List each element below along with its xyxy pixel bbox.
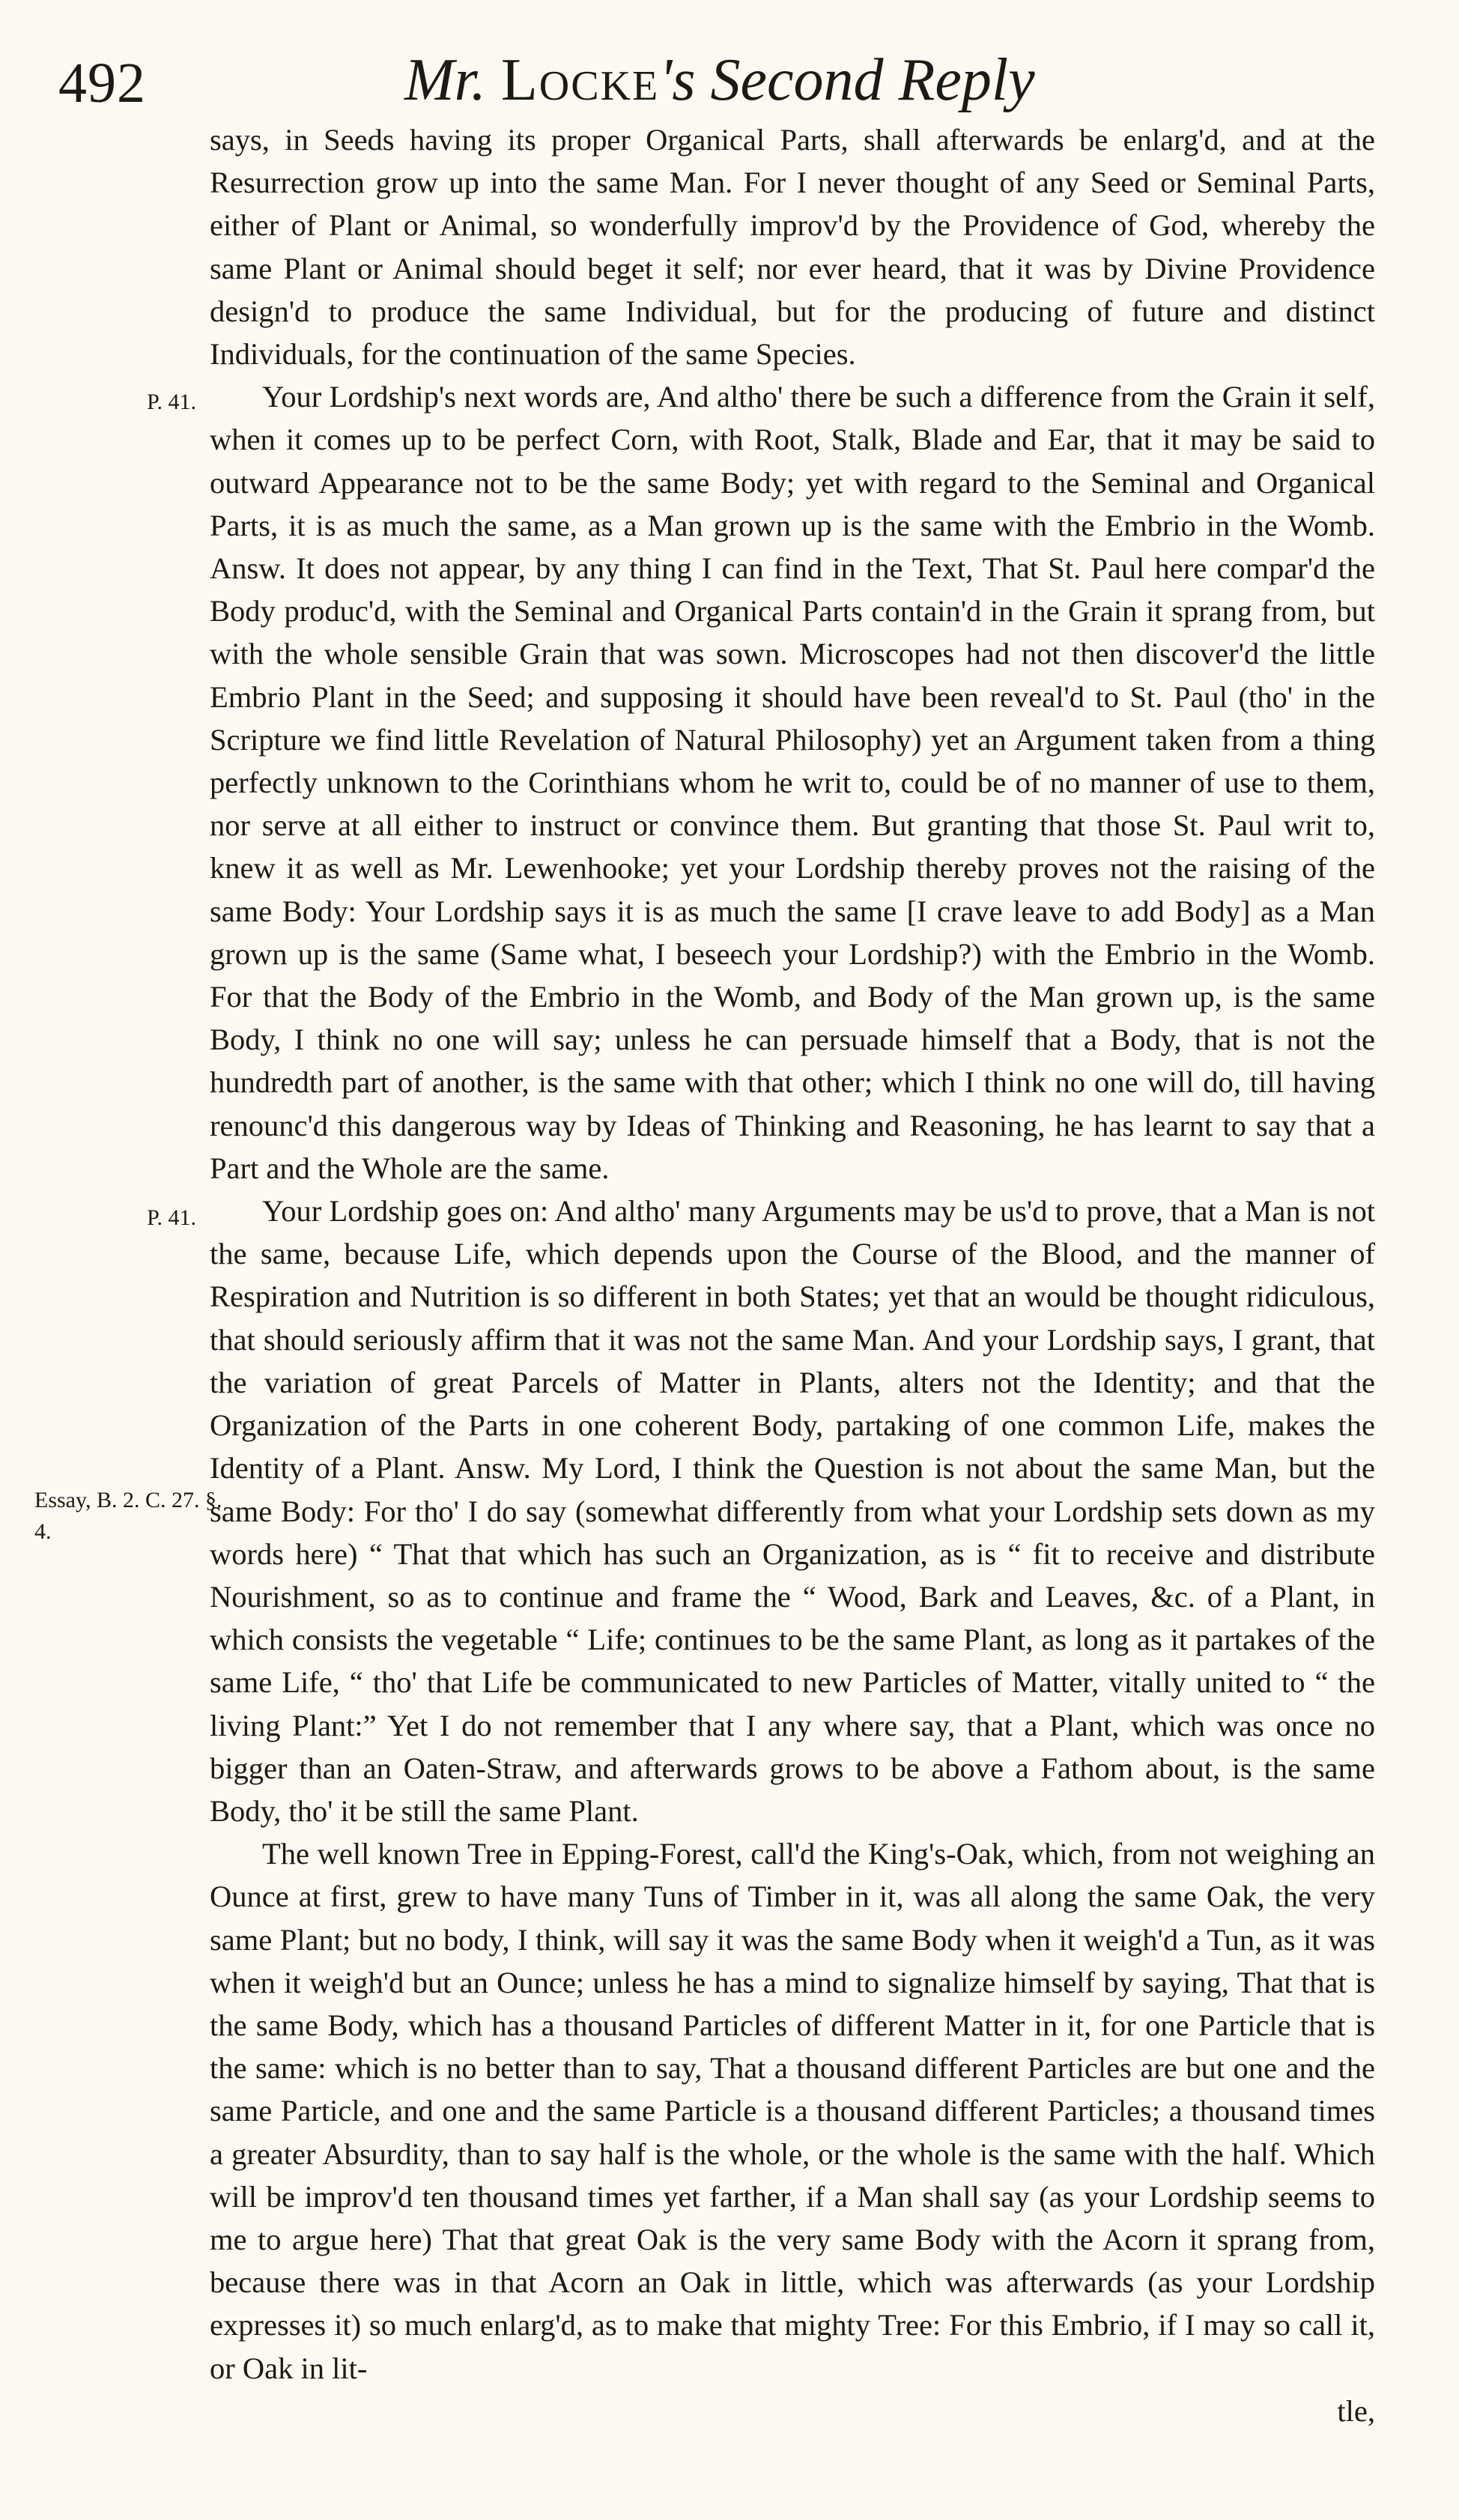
- title-prefix: Mr.: [404, 47, 501, 113]
- title-name: Locke: [500, 47, 660, 113]
- paragraph: says, in Seeds having its proper Organical Parts, shall afterwards be enlarg'd, and at the Resurrection grow up into the same Man. For I never thought of any Seed or Seminal Parts, either of Plant or Animal, so wonderfully improv'd by the Providence of God, whereby the same Plant or Animal should beget it self; nor ever heard, that it was by Divine Providence design'd to produce the same Individual, but for the producing of future and distinct Individuals, for the continuation of the same Species.: [210, 123, 1375, 372]
- margin-note-essay-ref: Essay, B. 2. C. 27. §. 4.: [34, 1488, 222, 1544]
- paragraph: Your Lordship's next words are, And altho' there be such a difference from the Grain it self, when it comes up to be perfect Corn, with Root, Stalk, Blade and Ear, that it may be said to outward Appearance not to be the same Body; yet with regard to the Seminal and Organical Parts, it is as much the same, as a Man grown up is the same with the Embrio in the Womb. Answ. It does not appear, by any thing I can find in the Text, That St. Paul here compar'd the Body produc'd, with the Seminal and Organical Parts contain'd in the Grain it sprang from, but with the whole sensible Grain that was sown. Microscopes had not then discover'd the little Embrio Plant in the Seed; and supposing it should have been reveal'd to St. Paul (tho' in the Scripture we find little Revelation of Natural Philosophy) yet an Argument taken from a thing perfectly unknown to the Corinthians whom he writ to, could be of no manner of use to them, nor serve at all either to instruct or convince them. But granting that those St. Paul writ to, knew it as well as Mr. Lewenhooke; yet your Lordship thereby proves not the raising of the same Body: Your Lordship says it is as much the same [I crave leave to add Body] as a Man grown up is the same (Same what, I beseech your Lordship?) with the Embrio in the Womb. For that the Body of the Embrio in the Womb, and Body of the Man grown up, is the same Body, I think no one will say; unless he can persuade himself that a Body, that is not the hundredth part of another, is the same with that other; which I think no one will do, till having renounc'd this dangerous way by Ideas of Thinking and Reasoning, he has learnt to say that a Part and the Whole are the same.: [210, 380, 1375, 1185]
- paragraph: Your Lordship goes on: And altho' many Arguments may be us'd to prove, that a Man is not the same, because Life, which depends upon the Course of the Blood, and the manner of Respiration and Nutrition is so different in both States; yet that an would be thought ridiculous, that should seriously affirm that it was not the same Man. And your Lordship says, I grant, that the variation of great Parcels of Matter in Plants, alters not the Identity; and that the Organization of the Parts in one coherent Body, partaking of one common Life, makes the Identity of a Plant. Answ. My Lord, I think the Question is not about the same Man, but the same Body: For tho' I do say (somewhat differently from what your Lordship sets down as my words here) “ That that which has such an Organization, as is “ fit to receive and distribute Nourishment, so as to continue and frame the “ Wood, Bark and Leaves, &c. of a Plant, in which consists the vegetable “ Life; continues to be the same Plant, as long as it partakes of the same Life, “ tho' that Life be communicated to new Particles of Matter, vitally united to “ the living Plant:” Yet I do not remember that I any where say, that a Plant, which was once no bigger than an Oaten-Straw, and afterwards grows to be above a Fathom about, is the same Body, tho' it be still the same Plant.: [210, 1194, 1375, 1828]
- running-header: [0, 43, 1459, 118]
- running-title: [404, 46, 1035, 115]
- margin-note-page-ref: P. 41.: [147, 1205, 196, 1230]
- title-suffix: 's Second Reply: [659, 47, 1035, 113]
- page-number: 492: [58, 52, 146, 115]
- catchword: tle,: [1337, 2393, 1375, 2428]
- paragraph: The well known Tree in Epping-Forest, call'd the King's-Oak, which, from not weighing an Ounce at first, grew to have many Tuns of Timber in it, was all along the same Oak, the very same Plant; but no body, I think, will say it was the same Body when it weigh'd a Tun, as it was when it weigh'd but an Ounce; unless he has a mind to signalize himself by saying, That that is the same Body, which has a thousand Particles of different Matter in it, for one Particle that is the same: which is no better than to say, That a thousand different Particles are but one and the same Particle, and one and the same Particle is a thousand different Particles; a thousand times a greater Absurdity, than to say half is the whole, or the whole is the same with the half. Which will be improv'd ten thousand times yet farther, if a Man shall say (as your Lordship seems to me to argue here) That that great Oak is the very same Body with the Acorn it sprang from, because there was in that Acorn an Oak in little, which was afterwards (as your Lordship expresses it) so much enlarg'd, as to make that mighty Tree: For this Embrio, if I may so call it, or Oak in lit-: [210, 1837, 1375, 2385]
- margin-note-page-ref: P. 41.: [147, 390, 196, 414]
- body-text: [210, 118, 1375, 2432]
